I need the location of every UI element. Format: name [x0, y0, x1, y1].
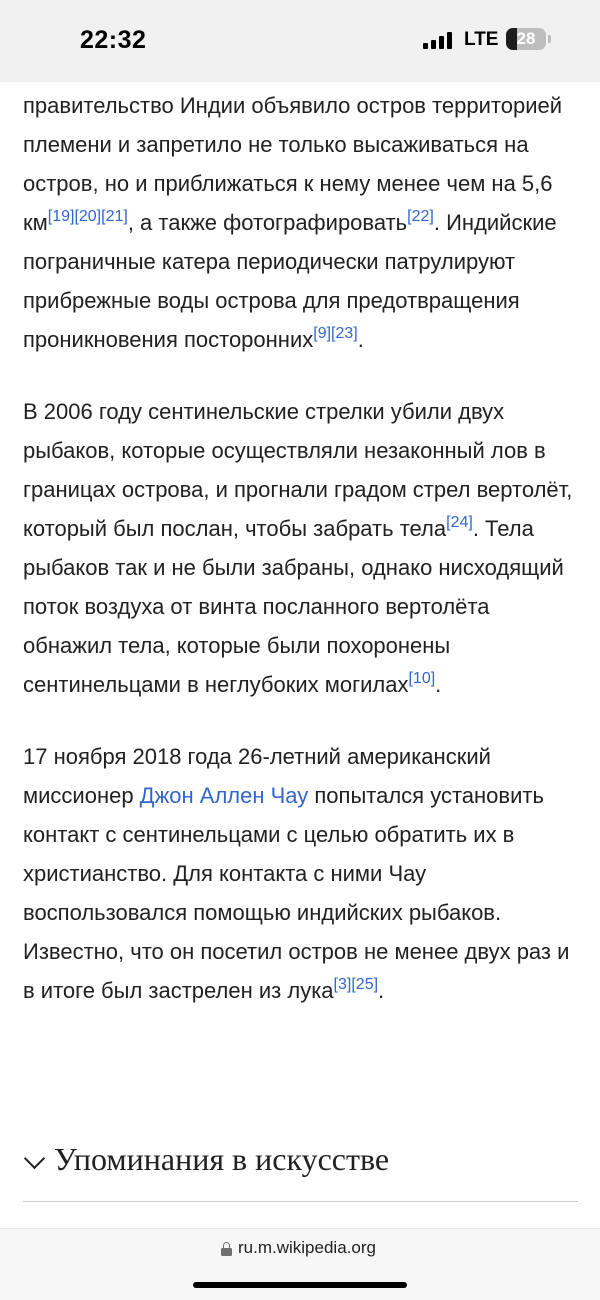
lock-icon	[221, 1242, 232, 1256]
paragraph-text: , а также фотографировать	[127, 210, 408, 235]
paragraph-text: 17 ноября 2018 года 26-летний американский миссионер	[23, 744, 491, 808]
status-time: 22:32	[80, 26, 147, 54]
citation-link[interactable]: [10]	[408, 670, 436, 687]
article-body	[23, 86, 583, 1043]
paragraph-text: попытался установить контакт с сентинельцами с целью обратить их в христианство. Для контакта с ними Чау воспользовался помощью индийских рыбаков. Известно, что он посетил остров не менее двух раз и в итоге был застрелен из лука	[23, 783, 570, 1003]
browser-address-bar[interactable]	[0, 1228, 600, 1300]
citation-link[interactable]: [25]	[351, 976, 379, 993]
battery-tip	[548, 35, 551, 43]
paragraph-text: .	[378, 978, 385, 1003]
citation-link[interactable]: [22]	[407, 208, 434, 225]
citation-link[interactable]: [24]	[446, 514, 473, 531]
paragraph-text: .	[435, 672, 442, 697]
citation-link[interactable]: [21]	[101, 208, 128, 225]
home-indicator[interactable]	[193, 1282, 407, 1288]
section-title[interactable]: Упоминания в искусстве	[54, 1141, 390, 1177]
paragraph-text: . Тела рыбаков так и не были забраны, однако нисходящий поток воздуха от винта посланного вертолёта обнажил тела, которые были похоронены сентинельцами в неглубоких могилах	[23, 516, 564, 697]
article-paragraph	[23, 86, 583, 359]
chevron-down-icon[interactable]	[24, 1148, 45, 1169]
citation-link[interactable]: [20]	[74, 208, 102, 225]
paragraph-text: . Индийские пограничные катера периодически патрулируют прибрежные воды острова для предотвращения проникновения посторонних	[23, 210, 557, 352]
paragraph-text: В 2006 году сентинельские стрелки убили двух рыбаков, которые осуществляли незаконный лов в границах острова, и прогнали градом стрел вертолёт, который был послан, чтобы забрать тела	[23, 399, 573, 541]
citation-link[interactable]: [19]	[47, 208, 75, 225]
citation-link[interactable]: [9]	[313, 325, 332, 342]
paragraph-text: .	[357, 327, 364, 352]
battery-percentage: 28	[516, 29, 536, 48]
status-bar	[0, 0, 600, 82]
article-paragraph	[23, 392, 583, 704]
citation-link[interactable]: [3]	[333, 976, 352, 993]
url-text[interactable]: ru.m.wikipedia.org	[238, 1238, 376, 1257]
battery-icon	[506, 28, 546, 50]
cellular-signal-icon	[423, 31, 455, 49]
section-heading-mentions-in-art[interactable]	[23, 1137, 578, 1202]
article-link[interactable]: Джон Аллен Чау	[139, 783, 309, 808]
citation-link[interactable]: [23]	[331, 325, 358, 342]
network-type-label: LTE	[464, 29, 499, 50]
paragraph-text: правительство Индии объявило остров территорией племени и запретило не только высаживаться на остров, но и приближаться к нему менее чем на 5,6 км	[23, 93, 563, 235]
article-paragraph	[23, 737, 583, 1010]
